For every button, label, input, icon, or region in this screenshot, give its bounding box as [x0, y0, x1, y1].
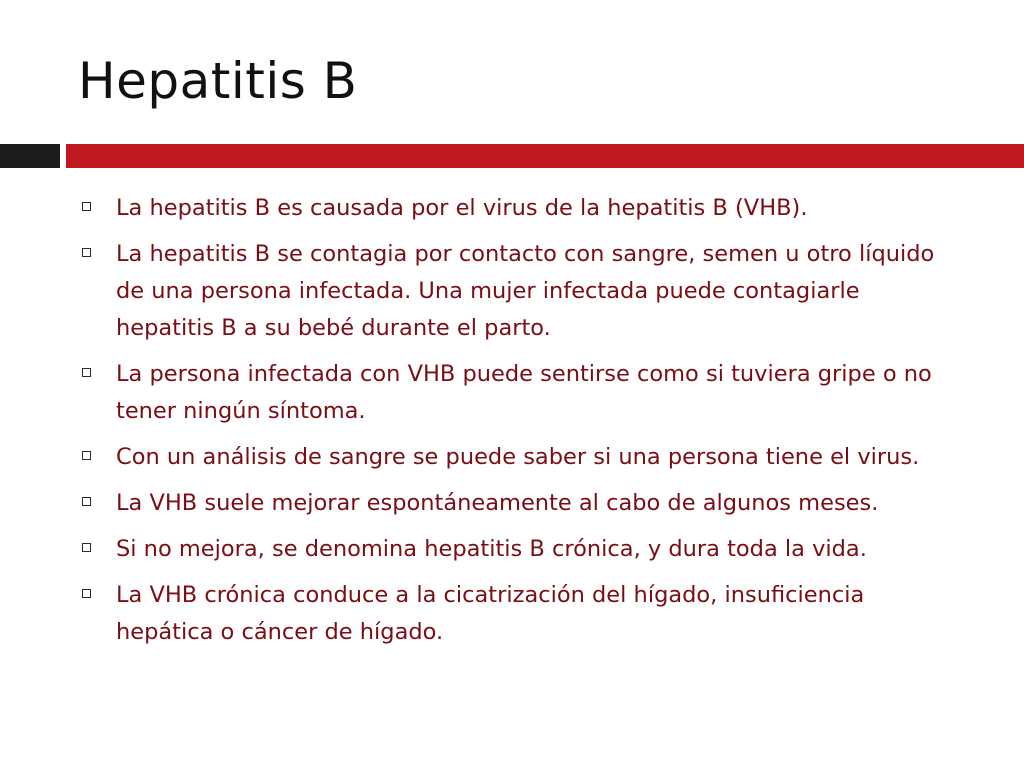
bullet-text: La VHB suele mejorar espontáneamente al cabo de algunos meses.	[116, 490, 879, 516]
hollow-square-bullet-icon	[82, 248, 91, 257]
list-item	[78, 190, 958, 227]
list-item	[78, 577, 958, 651]
title-divider-dark-block	[0, 144, 60, 168]
hollow-square-bullet-icon	[82, 368, 91, 377]
list-item	[78, 531, 958, 568]
bullet-text: La hepatitis B se contagia por contacto con sangre, semen u otro líquido de una persona infectada. Una mujer infectada puede contagiarle hepatitis B a su bebé durante el parto.	[116, 241, 935, 341]
hollow-square-bullet-icon	[82, 589, 91, 598]
list-item	[78, 439, 958, 476]
slide-title: Hepatitis B	[78, 52, 358, 110]
bullet-text: Con un análisis de sangre se puede saber si una persona tiene el virus.	[116, 444, 920, 470]
title-divider-red-bar	[66, 144, 1024, 168]
bullet-text: La VHB crónica conduce a la cicatrización del hígado, insuficiencia hepática o cáncer de hígado.	[116, 582, 865, 645]
hollow-square-bullet-icon	[82, 543, 91, 552]
hollow-square-bullet-icon	[82, 202, 91, 211]
hollow-square-bullet-icon	[82, 497, 91, 506]
bullet-list	[78, 190, 958, 660]
list-item	[78, 485, 958, 522]
bullet-text: Si no mejora, se denomina hepatitis B crónica, y dura toda la vida.	[116, 536, 867, 562]
hollow-square-bullet-icon	[82, 451, 91, 460]
list-item	[78, 356, 958, 430]
bullet-text: La persona infectada con VHB puede sentirse como si tuviera gripe o no tener ningún síntoma.	[116, 361, 932, 424]
bullet-text: La hepatitis B es causada por el virus de la hepatitis B (VHB).	[116, 195, 808, 221]
list-item	[78, 236, 958, 347]
